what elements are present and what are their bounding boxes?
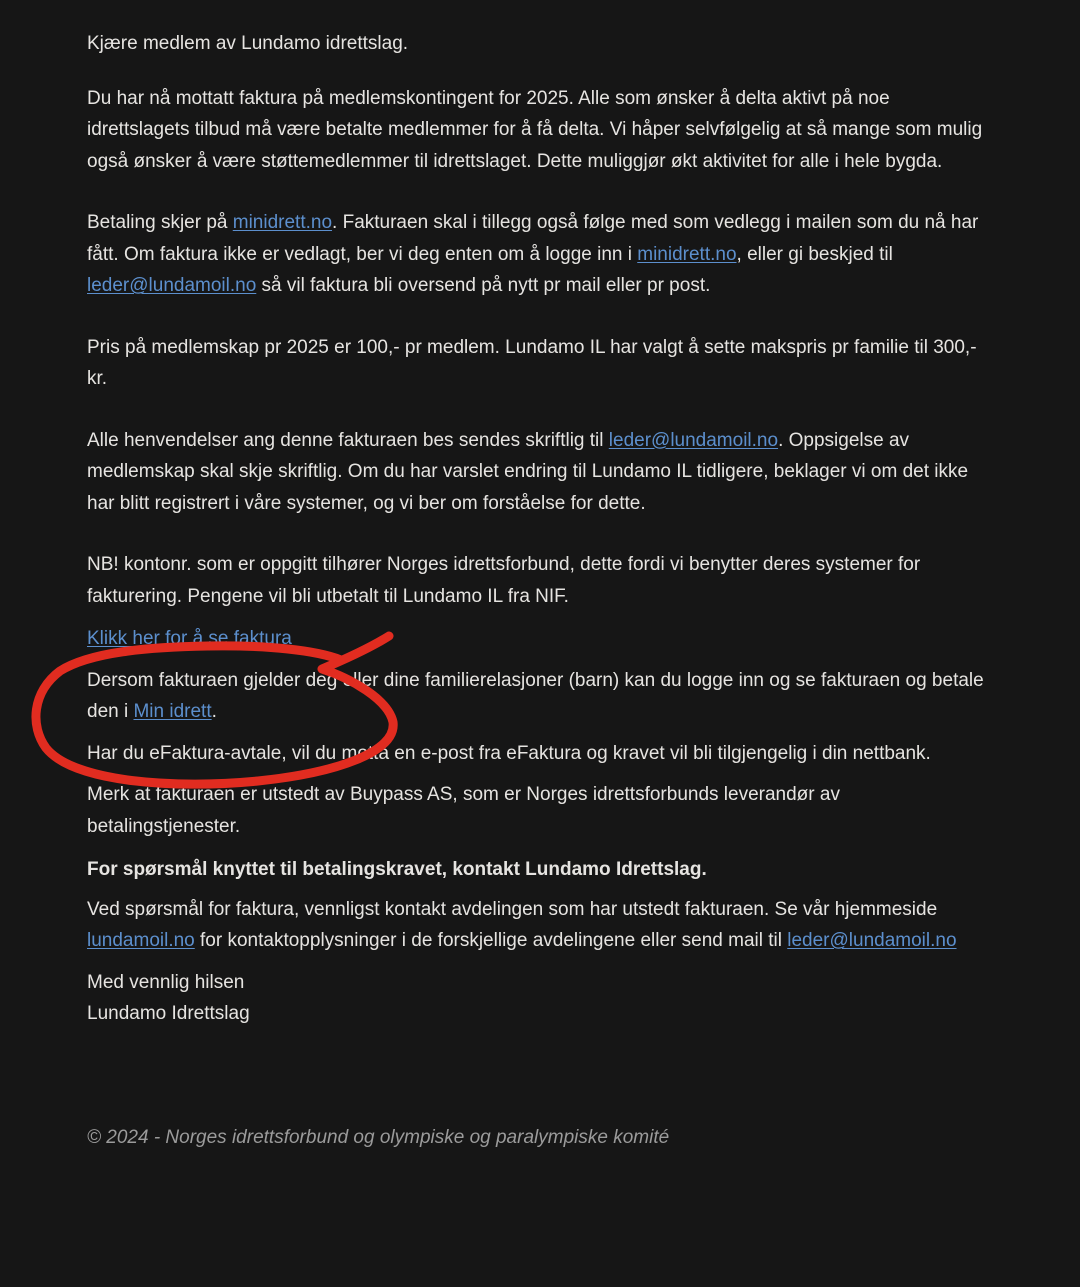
link-min-idrett[interactable]: Min idrett — [133, 701, 212, 722]
paragraph-dersom — [87, 665, 992, 728]
paragraph-intro — [87, 83, 992, 178]
signoff-org: Lundamo Idrettslag — [87, 1003, 250, 1024]
text-run: så vil faktura bli oversend på nytt pr mail eller pr post. — [256, 275, 711, 296]
text-run: Alle henvendelser ang denne fakturaen bes sendes skriftlig til — [87, 429, 609, 451]
text-run: . Fakturaen skal i tillegg også følge med som vedlegg i mailen som du nå har fått. Om faktura ikke er vedlagt, ber vi deg enten om å logge inn i — [87, 212, 979, 265]
text-run: © 2024 - Norges idrettsforbund og olympiske og paralympiske komité — [87, 1126, 670, 1148]
paragraph-efaktura — [87, 738, 992, 770]
text-run: Betaling skjer på — [87, 212, 233, 233]
text-run: Dersom fakturaen gjelder deg eller dine familierelasjoner (barn) kan du logge inn og se fakturaen og betale den i — [87, 669, 984, 722]
paragraph-contact — [87, 894, 992, 957]
text-run: Ved spørsmål for faktura, vennligst kontakt avdelingen som har utstedt fakturaen. Se vår hjemmeside — [87, 898, 938, 920]
signature — [87, 967, 992, 1030]
signoff-line: Med vennlig hilsen — [87, 971, 245, 993]
text-run: . — [211, 701, 217, 722]
paragraph-greeting — [87, 28, 992, 60]
paragraph-nb — [87, 549, 992, 612]
link-klikk-faktura[interactable]: Klikk her for å se faktura — [87, 628, 292, 649]
text-run: . Oppsigelse av medlemskap skal skje skriftlig. Om du har varslet endring til Lundamo IL tidligere, beklager vi om det ikke har blitt registrert i våre systemer, og vi ber om forståelse for dette. — [87, 429, 969, 514]
text-run: for kontaktopplysninger i de forskjellige avdelingene eller send mail til — [194, 930, 788, 951]
paragraph-buypass — [87, 779, 992, 842]
text-run: For spørsmål knyttet til betalingskravet, kontakt Lundamo Idrettslag. — [87, 859, 707, 880]
paragraph-payment — [87, 207, 992, 302]
text-run: Har du eFaktura-avtale, vil du motta en e-post fra eFaktura og kravet vil bli tilgjengelig i din nettbank. — [87, 742, 931, 764]
link-leder-email-1[interactable]: leder@lundamoil.no — [87, 275, 257, 296]
text-run: Pris på medlemskap pr 2025 er 100,- pr medlem. Lundamo IL har valgt å sette makspris pr familie til 300,- kr. — [87, 336, 977, 389]
text-run: NB! kontonr. som er oppgitt tilhører Norges idrettsforbund, dette fordi vi benytter deres systemer for fakturering. Pengene vil bli utbetalt til Lundamo IL fra NIF. — [87, 554, 921, 607]
link-minidrett-1[interactable]: minidrett.no — [232, 212, 333, 233]
text-run: , eller gi beskjed til — [736, 243, 893, 265]
link-lundamoil[interactable]: lundamoil.no — [87, 930, 195, 951]
paragraph-inquiries — [87, 425, 992, 520]
link-leder-email-3[interactable]: leder@lundamoil.no — [787, 930, 957, 951]
link-leder-email-2[interactable]: leder@lundamoil.no — [608, 429, 779, 451]
paragraph-price — [87, 332, 992, 395]
link-minidrett-2[interactable]: minidrett.no — [637, 243, 737, 265]
copyright-footer — [87, 1122, 992, 1154]
text-run: Merk at fakturaen er utstedt av Buypass AS, som er Norges idrettsforbunds leverandør av betalingstjenester. — [87, 784, 840, 837]
text-run: Du har nå mottatt faktura på medlemskontingent for 2025. Alle som ønsker å delta aktivt på noe idrettslagets tilbud må være betalte medlemmer for å få delta. Vi håper selvfølgelig at så mange som mulig også ønsker å være støttemedlemmer til idrettslaget. Dette muliggjør økt aktivitet for alle i hele bygda. — [87, 87, 983, 172]
email-content — [87, 28, 992, 1153]
text-run: Kjære medlem av Lundamo idrettslag. — [87, 33, 409, 54]
paragraph-invoice-link — [87, 623, 992, 655]
paragraph-bold-notice — [87, 854, 992, 886]
